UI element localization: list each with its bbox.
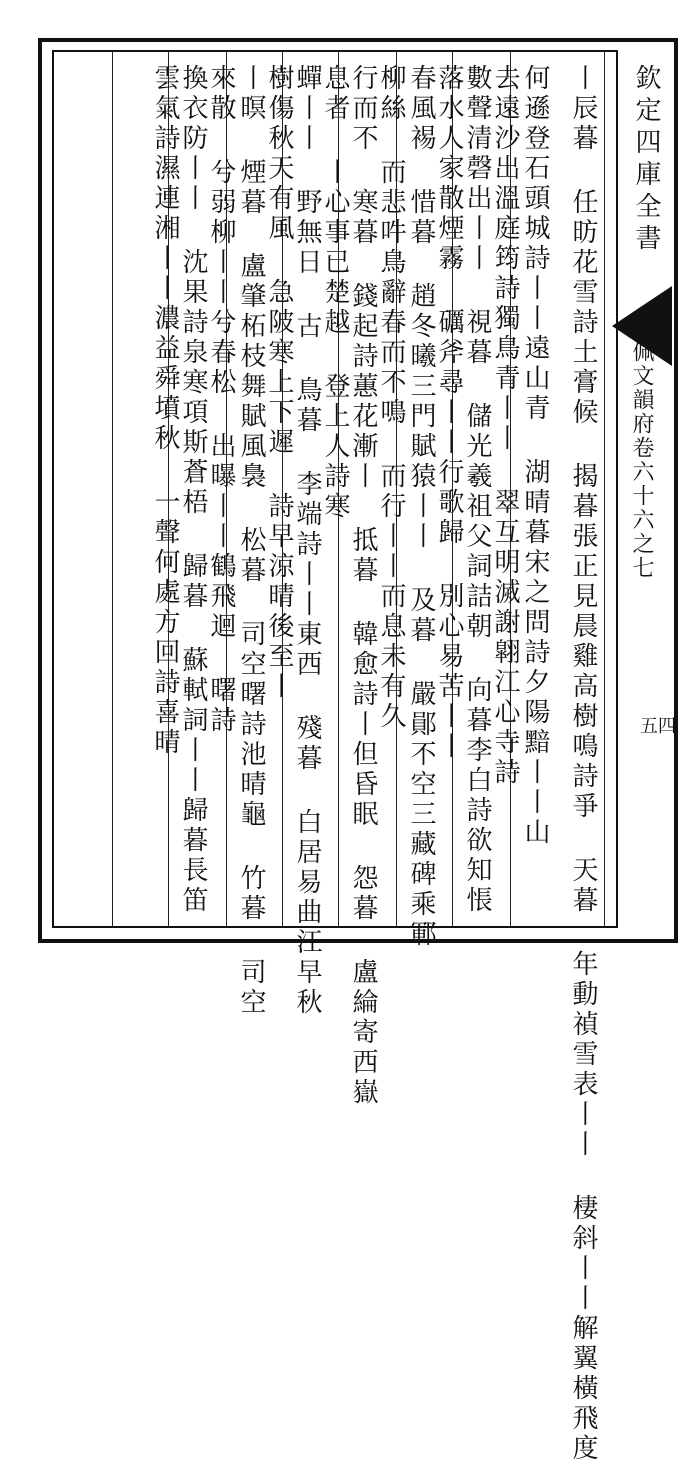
column-rule (112, 52, 113, 926)
text-column-10: 蟬丨丨 野無日 古 鳥暮 李端詩丨丨東西 殘暮 白居易曲江早秋 (292, 64, 322, 1018)
text-column-7: 柳絲 而悲吽鳥辭春而不鳴 而行丨丨而息未有久 (376, 64, 406, 732)
text-column-11: 樹傷秋天有風 急陂寒上下遲 詩早涼晴後至丨 (264, 64, 294, 702)
text-column-1: 丨辰暮 任昉花雪詩土膏候 揭暮張正見晨雞高樹鳴詩爭 天暮 年動禎雪表丨丨 棲斜丨丨解翼橫飛度 (568, 64, 598, 1464)
page-number: 五四 (640, 716, 676, 737)
text-column-6: 春風裼 惜暮 趙冬曦三門賦猿丨丨 及暮 嚴鄖不空三藏碑乘鄆 (406, 64, 436, 950)
volume-label: 佩文韻府卷六十六之七 (629, 340, 654, 580)
text-column-13: 來散 兮弱柳丨丨兮春松 出曝丨丨鶴飛迴 曙詩 (206, 64, 236, 736)
text-column-2: 何遜登石頭城詩丨丨遠山青 湖晴暮宋之問詩夕陽黯丨丨山 (520, 64, 550, 848)
text-column-5: 落水人家散煙霧 礪斧尋丨丨行歌歸 別心易苦丨丨 (434, 64, 464, 762)
text-column-4: 數聲清磬出丨丨 視暮 儲光羲祖父詞詰朝 向暮李白詩欲知悵 (462, 64, 492, 916)
text-column-3: 去遠沙出溫庭筠詩獨鳥青丨丨 翠互明滅謝翶江心寺詩 (490, 64, 520, 788)
text-column-9: 息者 丨心事已楚越 登上人詩寒 (320, 64, 350, 522)
text-column-12: 丨暝 煙暮 盧肇柘枝舞賦風裊 松暮 司空曙詩池晴龜 竹暮 司空 (236, 64, 266, 1018)
text-column-15: 雲氣詩濕連湘丨丨濃益舜墳秋 一聲何處方回詩喜晴 (150, 64, 180, 758)
book-title: 欽定四庫全書 (631, 64, 661, 256)
text-column-8: 行而不 寒暮 錢起詩蕙花漸丨 抵暮 韓愈詩丨但昏眠 怨暮 盧綸寄西嶽 (348, 64, 378, 1108)
text-column-14: 換衣防丨丨 沈果詩泉寒項斯蒼梧 歸暮 蘇軾詞丨丨歸暮長笛 (178, 64, 208, 916)
